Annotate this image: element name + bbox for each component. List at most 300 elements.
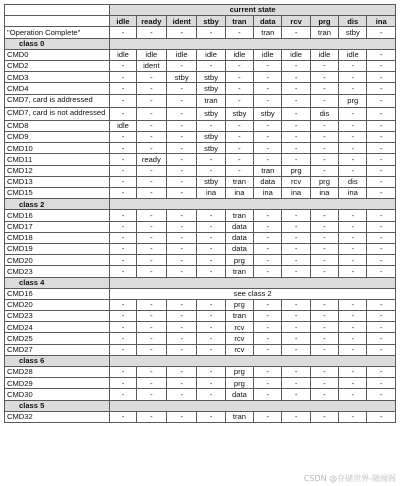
state-cell-ident: -	[167, 83, 197, 94]
state-cell-dis: -	[339, 255, 367, 266]
class-label: class 4	[5, 277, 110, 288]
state-cell-dis: -	[339, 221, 367, 232]
state-cell-stby: stby	[197, 83, 225, 94]
state-cell-dis: -	[339, 132, 367, 143]
table-row	[5, 154, 396, 165]
state-cell-rcv: -	[282, 83, 310, 94]
state-cell-ident: -	[167, 255, 197, 266]
state-cell-dis: -	[339, 333, 367, 344]
state-cell-idle: -	[110, 27, 136, 38]
state-cell-ready: -	[136, 143, 166, 154]
command-label: "Operation Complete"	[5, 27, 110, 38]
corner-cell	[5, 16, 110, 27]
state-cell-dis: -	[339, 344, 367, 355]
state-cell-tran: rcv	[225, 322, 253, 333]
state-cell-idle: -	[110, 367, 136, 378]
state-cell-tran: data	[225, 389, 253, 400]
state-cell-rcv: -	[282, 243, 310, 254]
state-cell-dis: -	[339, 60, 367, 71]
command-label: CMD4	[5, 83, 110, 94]
class-label: class 5	[5, 400, 110, 411]
command-label: CMD19	[5, 243, 110, 254]
state-cell-prg: -	[310, 255, 338, 266]
state-cell-rcv: -	[282, 389, 310, 400]
state-cell-prg: -	[310, 322, 338, 333]
state-cell-idle: -	[110, 165, 136, 176]
state-cell-ready: -	[136, 132, 166, 143]
class-label: class 2	[5, 199, 110, 210]
state-cell-data: -	[254, 389, 282, 400]
state-cell-prg: -	[310, 221, 338, 232]
table-row	[5, 367, 396, 378]
state-cell-data: -	[254, 266, 282, 277]
state-cell-ina: -	[367, 188, 396, 199]
state-cell-ina: -	[367, 221, 396, 232]
state-cell-ina: -	[367, 322, 396, 333]
command-label: CMD16	[5, 288, 110, 299]
state-cell-prg: -	[310, 143, 338, 154]
state-cell-dis: -	[339, 83, 367, 94]
class-row-filler	[110, 355, 396, 366]
state-cell-tran: -	[225, 165, 253, 176]
state-cell-dis: -	[339, 367, 367, 378]
state-cell-tran: tran	[225, 411, 253, 422]
state-cell-ina: -	[367, 344, 396, 355]
state-cell-stby: -	[197, 120, 225, 131]
table-row	[5, 266, 396, 277]
state-cell-data: -	[254, 243, 282, 254]
state-cell-rcv: -	[282, 344, 310, 355]
state-cell-ina: -	[367, 132, 396, 143]
command-label: CMD12	[5, 165, 110, 176]
state-cell-ina: -	[367, 107, 396, 120]
state-cell-idle: -	[110, 266, 136, 277]
state-cell-tran: idle	[225, 49, 253, 60]
state-cell-tran: -	[225, 83, 253, 94]
state-cell-tran: -	[225, 27, 253, 38]
state-cell-stby: tran	[197, 94, 225, 107]
table-row	[5, 143, 396, 154]
class-header-row	[5, 355, 396, 366]
state-cell-prg: -	[310, 311, 338, 322]
state-cell-ina: -	[367, 143, 396, 154]
state-cell-idle: -	[110, 411, 136, 422]
table-row	[5, 232, 396, 243]
state-cell-ready: -	[136, 221, 166, 232]
table-row	[5, 132, 396, 143]
class-header-row	[5, 400, 396, 411]
state-cell-ready: -	[136, 27, 166, 38]
state-cell-prg: -	[310, 367, 338, 378]
state-cell-stby: stby	[197, 107, 225, 120]
state-cell-data: -	[254, 210, 282, 221]
state-cell-stby: -	[197, 27, 225, 38]
state-cell-tran: tran	[225, 176, 253, 187]
state-cell-ident: -	[167, 120, 197, 131]
state-cell-prg: dis	[310, 107, 338, 120]
state-cell-data: -	[254, 83, 282, 94]
state-transition-table-container	[4, 4, 396, 423]
state-cell-rcv: -	[282, 221, 310, 232]
state-cell-idle: -	[110, 255, 136, 266]
state-cell-dis: -	[339, 107, 367, 120]
state-cell-tran: rcv	[225, 344, 253, 355]
state-cell-stby: -	[197, 299, 225, 310]
state-cell-ina: -	[367, 299, 396, 310]
command-label: CMD18	[5, 232, 110, 243]
state-cell-data: tran	[254, 165, 282, 176]
state-cell-ina: -	[367, 154, 396, 165]
table-row	[5, 288, 396, 299]
state-cell-prg: prg	[310, 176, 338, 187]
state-cell-data: -	[254, 143, 282, 154]
state-cell-rcv: -	[282, 132, 310, 143]
state-cell-prg: -	[310, 299, 338, 310]
state-cell-rcv: -	[282, 27, 310, 38]
state-cell-stby: -	[197, 243, 225, 254]
state-cell-data: idle	[254, 49, 282, 60]
command-label: CMD3	[5, 72, 110, 83]
state-cell-idle: -	[110, 94, 136, 107]
state-cell-rcv: -	[282, 255, 310, 266]
state-cell-ina: -	[367, 83, 396, 94]
state-cell-prg: -	[310, 94, 338, 107]
column-header-stby: stby	[197, 16, 225, 27]
state-cell-data: -	[254, 322, 282, 333]
command-label: CMD32	[5, 411, 110, 422]
state-cell-ident: -	[167, 154, 197, 165]
state-cell-data: -	[254, 311, 282, 322]
state-cell-prg: -	[310, 378, 338, 389]
state-cell-data: -	[254, 72, 282, 83]
state-cell-ina: -	[367, 72, 396, 83]
state-cell-prg: -	[310, 389, 338, 400]
state-cell-rcv: -	[282, 72, 310, 83]
state-cell-rcv: -	[282, 143, 310, 154]
command-label: CMD7, card is addressed	[5, 94, 110, 107]
state-cell-prg: -	[310, 243, 338, 254]
state-cell-data: -	[254, 299, 282, 310]
state-cell-rcv: -	[282, 154, 310, 165]
state-cell-ina: -	[367, 49, 396, 60]
state-cell-ina: -	[367, 389, 396, 400]
command-label: CMD13	[5, 176, 110, 187]
state-cell-prg: -	[310, 266, 338, 277]
state-cell-dis: -	[339, 143, 367, 154]
state-cell-dis: -	[339, 210, 367, 221]
table-row	[5, 83, 396, 94]
corner-cell	[5, 5, 110, 16]
state-cell-dis: -	[339, 165, 367, 176]
state-cell-ready: -	[136, 243, 166, 254]
column-header-ina: ina	[367, 16, 396, 27]
state-cell-tran: data	[225, 243, 253, 254]
state-cell-stby: -	[197, 367, 225, 378]
state-cell-rcv: -	[282, 378, 310, 389]
state-cell-prg: ina	[310, 188, 338, 199]
state-cell-ina: -	[367, 210, 396, 221]
state-cell-ident: -	[167, 322, 197, 333]
state-cell-dis: -	[339, 120, 367, 131]
state-cell-ident: -	[167, 243, 197, 254]
state-cell-idle: -	[110, 72, 136, 83]
state-cell-ident: -	[167, 311, 197, 322]
state-cell-ident: -	[167, 27, 197, 38]
state-cell-ina: -	[367, 378, 396, 389]
state-cell-tran: tran	[225, 210, 253, 221]
class-header-row	[5, 277, 396, 288]
state-cell-ident: -	[167, 344, 197, 355]
state-cell-dis: -	[339, 411, 367, 422]
state-cell-stby: stby	[197, 176, 225, 187]
state-cell-ina: -	[367, 333, 396, 344]
column-header-ident: ident	[167, 16, 197, 27]
state-cell-data: -	[254, 232, 282, 243]
command-label: CMD30	[5, 389, 110, 400]
state-cell-tran: data	[225, 221, 253, 232]
state-cell-data: -	[254, 120, 282, 131]
state-cell-stby: -	[197, 60, 225, 71]
state-cell-ina: -	[367, 411, 396, 422]
table-row	[5, 120, 396, 131]
state-cell-data: -	[254, 60, 282, 71]
state-cell-data: stby	[254, 107, 282, 120]
column-header-prg: prg	[310, 16, 338, 27]
state-cell-ina: -	[367, 232, 396, 243]
table-row	[5, 299, 396, 310]
state-cell-ident: -	[167, 188, 197, 199]
state-cell-tran: -	[225, 132, 253, 143]
state-cell-rcv: -	[282, 322, 310, 333]
state-cell-ident: -	[167, 232, 197, 243]
state-cell-ready: -	[136, 367, 166, 378]
table-row	[5, 389, 396, 400]
state-cell-data: -	[254, 344, 282, 355]
state-cell-stby: -	[197, 266, 225, 277]
table-row	[5, 72, 396, 83]
state-cell-stby: -	[197, 311, 225, 322]
state-cell-ina: -	[367, 311, 396, 322]
state-cell-prg: -	[310, 60, 338, 71]
column-header-row	[5, 16, 396, 27]
table-row	[5, 411, 396, 422]
table-row	[5, 49, 396, 60]
state-cell-dis: dis	[339, 176, 367, 187]
state-cell-stby: -	[197, 411, 225, 422]
state-transition-table	[4, 4, 396, 423]
state-cell-ident: idle	[167, 49, 197, 60]
state-cell-ready: ready	[136, 154, 166, 165]
state-cell-dis: -	[339, 72, 367, 83]
class-header-row	[5, 38, 396, 49]
table-row	[5, 94, 396, 107]
state-cell-ina: -	[367, 176, 396, 187]
command-label: CMD10	[5, 143, 110, 154]
state-cell-dis: ina	[339, 188, 367, 199]
command-label: CMD11	[5, 154, 110, 165]
state-cell-tran: stby	[225, 107, 253, 120]
state-cell-stby: -	[197, 232, 225, 243]
state-cell-stby: -	[197, 333, 225, 344]
state-cell-prg: -	[310, 165, 338, 176]
state-cell-idle: -	[110, 378, 136, 389]
state-cell-ina: -	[367, 367, 396, 378]
state-cell-idle: -	[110, 232, 136, 243]
state-cell-prg: -	[310, 132, 338, 143]
state-cell-idle: -	[110, 60, 136, 71]
state-cell-dis: -	[339, 389, 367, 400]
state-cell-dis: -	[339, 378, 367, 389]
state-cell-idle: -	[110, 210, 136, 221]
state-cell-ready: -	[136, 299, 166, 310]
state-cell-idle: -	[110, 188, 136, 199]
state-cell-ina: -	[367, 165, 396, 176]
state-cell-tran: -	[225, 120, 253, 131]
state-cell-idle: -	[110, 243, 136, 254]
state-cell-tran: -	[225, 94, 253, 107]
state-cell-dis: prg	[339, 94, 367, 107]
state-cell-ident: -	[167, 107, 197, 120]
class-row-filler	[110, 277, 396, 288]
class-label: class 0	[5, 38, 110, 49]
state-cell-data: -	[254, 411, 282, 422]
class-header-row	[5, 199, 396, 210]
state-cell-ready: -	[136, 344, 166, 355]
command-label: CMD20	[5, 255, 110, 266]
state-cell-stby: -	[197, 210, 225, 221]
state-cell-ident: stby	[167, 72, 197, 83]
state-cell-rcv: -	[282, 299, 310, 310]
command-label: CMD28	[5, 367, 110, 378]
column-header-tran: tran	[225, 16, 253, 27]
state-cell-data: -	[254, 154, 282, 165]
command-label: CMD23	[5, 266, 110, 277]
state-cell-rcv: rcv	[282, 176, 310, 187]
span-note: see class 2	[110, 288, 396, 299]
state-cell-rcv: -	[282, 232, 310, 243]
state-cell-tran: tran	[225, 266, 253, 277]
state-cell-prg: -	[310, 72, 338, 83]
state-cell-rcv: prg	[282, 165, 310, 176]
table-row	[5, 27, 396, 38]
table-row	[5, 221, 396, 232]
state-cell-data: data	[254, 176, 282, 187]
state-cell-idle: -	[110, 322, 136, 333]
state-cell-tran: ina	[225, 188, 253, 199]
state-cell-ready: -	[136, 389, 166, 400]
state-cell-stby: stby	[197, 72, 225, 83]
state-cell-ident: -	[167, 411, 197, 422]
state-cell-ready: -	[136, 72, 166, 83]
command-label: CMD17	[5, 221, 110, 232]
state-cell-ready: -	[136, 83, 166, 94]
state-cell-ident: -	[167, 389, 197, 400]
state-cell-rcv: -	[282, 107, 310, 120]
command-label: CMD20	[5, 299, 110, 310]
state-cell-idle: -	[110, 299, 136, 310]
state-cell-data: -	[254, 132, 282, 143]
state-cell-prg: -	[310, 344, 338, 355]
class-row-filler	[110, 400, 396, 411]
state-cell-ready: -	[136, 210, 166, 221]
table-row	[5, 322, 396, 333]
state-cell-ready: -	[136, 120, 166, 131]
state-cell-tran: -	[225, 72, 253, 83]
state-cell-ready: -	[136, 188, 166, 199]
state-cell-stby: -	[197, 322, 225, 333]
state-cell-stby: -	[197, 221, 225, 232]
command-label: CMD8	[5, 120, 110, 131]
table-row	[5, 378, 396, 389]
state-cell-rcv: -	[282, 120, 310, 131]
table-row	[5, 60, 396, 71]
state-cell-ready: -	[136, 311, 166, 322]
state-cell-idle: -	[110, 221, 136, 232]
column-header-rcv: rcv	[282, 16, 310, 27]
table-row	[5, 188, 396, 199]
state-cell-prg: -	[310, 83, 338, 94]
state-cell-ready: -	[136, 232, 166, 243]
column-header-dis: dis	[339, 16, 367, 27]
state-cell-dis: -	[339, 299, 367, 310]
table-row	[5, 344, 396, 355]
state-cell-dis: idle	[339, 49, 367, 60]
state-cell-idle: -	[110, 143, 136, 154]
state-cell-ready: -	[136, 176, 166, 187]
table-body	[5, 27, 396, 423]
state-cell-tran: -	[225, 154, 253, 165]
state-cell-ident: -	[167, 378, 197, 389]
state-cell-ready: -	[136, 255, 166, 266]
state-cell-tran: prg	[225, 255, 253, 266]
command-label: CMD27	[5, 344, 110, 355]
state-cell-idle: -	[110, 333, 136, 344]
command-label: CMD7, card is not addressed	[5, 107, 110, 120]
state-cell-data: ina	[254, 188, 282, 199]
class-row-filler	[110, 38, 396, 49]
state-cell-ready: -	[136, 322, 166, 333]
state-cell-ina: -	[367, 94, 396, 107]
state-cell-tran: prg	[225, 299, 253, 310]
state-cell-ina: -	[367, 243, 396, 254]
state-cell-dis: -	[339, 322, 367, 333]
state-cell-idle: -	[110, 107, 136, 120]
state-cell-data: tran	[254, 27, 282, 38]
state-cell-stby: -	[197, 165, 225, 176]
state-cell-ident: -	[167, 60, 197, 71]
state-cell-idle: -	[110, 311, 136, 322]
state-cell-ident: -	[167, 165, 197, 176]
state-cell-idle: idle	[110, 49, 136, 60]
column-header-ready: ready	[136, 16, 166, 27]
state-cell-stby: ina	[197, 188, 225, 199]
command-label: CMD29	[5, 378, 110, 389]
state-cell-ready: -	[136, 333, 166, 344]
state-cell-rcv: ina	[282, 188, 310, 199]
state-cell-data: -	[254, 378, 282, 389]
state-cell-dis: -	[339, 311, 367, 322]
state-cell-ident: -	[167, 299, 197, 310]
table-row	[5, 333, 396, 344]
state-cell-ina: -	[367, 60, 396, 71]
table-row	[5, 243, 396, 254]
command-label: CMD15	[5, 188, 110, 199]
state-cell-ready: idle	[136, 49, 166, 60]
state-cell-stby: -	[197, 154, 225, 165]
state-cell-ready: -	[136, 266, 166, 277]
command-label: CMD0	[5, 49, 110, 60]
state-cell-idle: -	[110, 176, 136, 187]
